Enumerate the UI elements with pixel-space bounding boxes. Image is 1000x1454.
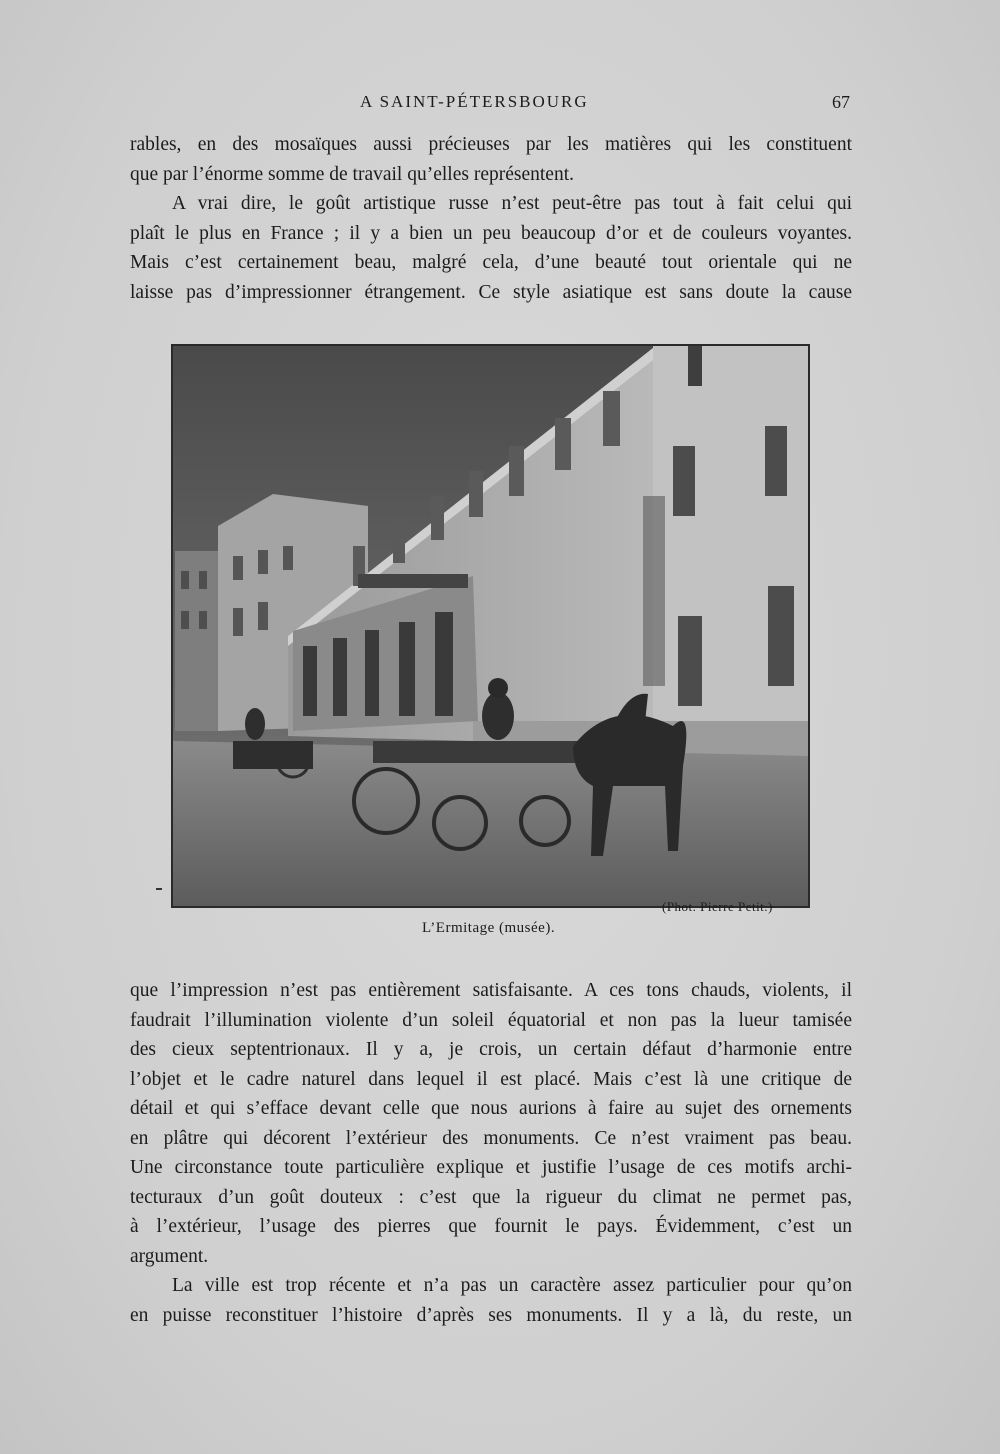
- hermitage-photograph: [171, 344, 810, 908]
- text-line: Une circonstance toute particulière explique et justifie l’usage de ces motifs archi-: [130, 1157, 852, 1178]
- photograph-illustration: [173, 346, 808, 906]
- running-title: A SAINT-PÉTERSBOURG: [360, 92, 589, 111]
- text-line: à l’extérieur, l’usage des pierres que fournit le pays. Évidemment, c’est un: [130, 1216, 852, 1237]
- page-number: 67: [832, 92, 850, 112]
- driver: [482, 692, 514, 740]
- text-line: Mais c’est certainement beau, malgré cela, d’une beauté tout orientale qui ne: [130, 252, 852, 273]
- balcony: [358, 574, 468, 588]
- text-line: rables, en des mosaïques aussi précieuses par les matières qui les constituent: [130, 134, 852, 155]
- text-line: l’objet et le cadre naturel dans lequel il est placé. Mais c’est là une critique de: [130, 1068, 852, 1090]
- photo-credit: (Phot. Pierre Petit.): [662, 899, 773, 914]
- running-head: [130, 92, 850, 116]
- text-line: laisse pas d’impressionner étrangement. Ce style asiatique est sans doute la cause: [130, 281, 852, 303]
- text-line: La ville est trop récente et n’a pas un caractère assez particulier pour qu’on: [172, 1275, 852, 1296]
- corner-wing: [653, 346, 808, 776]
- paragraph-block-bottom: [130, 976, 852, 1330]
- text-line: que par l’énorme somme de travail qu’elles représentent.: [130, 163, 574, 185]
- text-line: détail et qui s’efface devant celle que nous aurions à faire au sujet des ornements: [130, 1098, 852, 1119]
- margin-mark: [156, 888, 162, 890]
- text-line: que l’impression n’est pas entièrement satisfaisante. A ces tons chauds, violents, il: [130, 980, 852, 1001]
- text-line: plaît le plus en France ; il y a bien un peu beaucoup d’or et de couleurs voyantes.: [130, 222, 852, 244]
- text-line: argument.: [130, 1245, 209, 1267]
- text-line: faudrait l’illumination violente d’un soleil équatorial et non pas la lueur tamisée: [130, 1009, 852, 1031]
- text-line: en puisse reconstituer l’histoire d’après ses monuments. Il y a là, du reste, un: [130, 1304, 852, 1326]
- paragraph-block-top: [130, 130, 852, 307]
- text-line: tecturaux d’un goût douteux : c’est que la rigueur du climat ne permet pas,: [130, 1186, 852, 1208]
- text-line: A vrai dire, le goût artistique russe n’est peut-être pas tout à fait celui qui: [172, 193, 852, 214]
- text-line: des cieux septentrionaux. Il y a, je crois, un certain défaut d’harmonie entre: [130, 1039, 852, 1060]
- text-line: en plâtre qui décorent l’extérieur des monuments. Ce n’est vraiment pas beau.: [130, 1127, 852, 1149]
- figure-caption: L’Ermitage (musée).: [422, 920, 556, 936]
